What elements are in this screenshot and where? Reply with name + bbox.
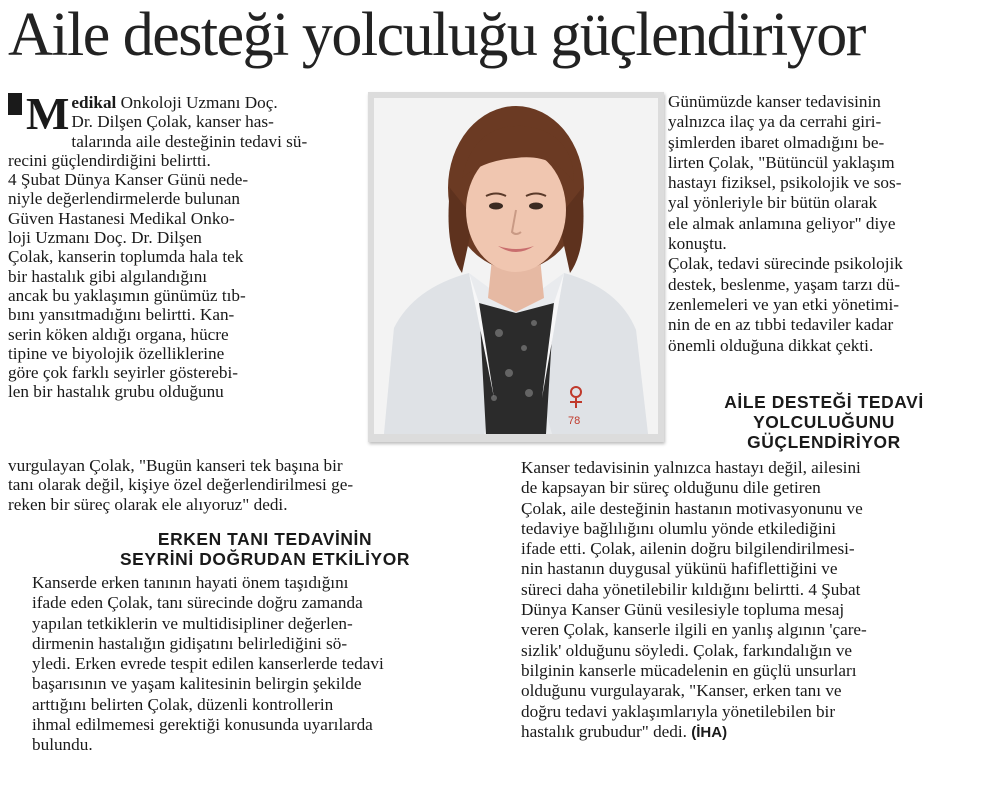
col1-line: Çolak, kanserin toplumda hala tek bbox=[8, 247, 244, 267]
body-line: yapılan tetkiklerin ve multidisipliner değerlen- bbox=[32, 613, 353, 633]
subheading-line: SEYRİNİ DOĞRUDAN ETKİLİYOR bbox=[119, 549, 410, 569]
body-line: dirmenin hastalığın gidişatını belirlediğini sö- bbox=[32, 633, 348, 653]
drop-cap: M bbox=[26, 88, 70, 139]
body-line: yledi. Erken evrede tespit edilen kanserlerde tedavi bbox=[32, 654, 384, 674]
col1-line: talarında aile desteğinin tedavi sü- bbox=[71, 131, 308, 151]
body-line: veren Çolak, kanserle ilgili en yanlış algının 'çare- bbox=[521, 620, 867, 640]
col3-line: destek, beslenme, yaşam tarzı dü- bbox=[668, 274, 900, 294]
col1-line: Güven Hastanesi Medikal Onko- bbox=[8, 208, 235, 228]
body-line: arttığını belirten Çolak, düzenli kontrollerin bbox=[32, 694, 334, 714]
body-line: de kapsayan bir süreç olduğunu dile getiren bbox=[521, 478, 821, 498]
section-family-support-body bbox=[521, 458, 983, 743]
col1-line: göre çok farklı seyirler gösterebi- bbox=[8, 363, 239, 383]
wide-line: reken bir süreç olarak ele alıyoruz" dedi. bbox=[8, 494, 288, 514]
col1-line: bir hastalık gibi algılandığını bbox=[8, 266, 208, 286]
col1-line: bını yansıtmadığını belirtti. Kan- bbox=[8, 305, 235, 325]
body-line: Çolak, aile desteğinin hastanın motivasyonunu ve bbox=[521, 498, 863, 518]
body-line: hastalık grubudur" dedi. bbox=[521, 721, 692, 741]
wide-line: vurgulayan Çolak, "Bugün kanseri tek başına bir bbox=[8, 456, 343, 475]
portrait-photo-frame bbox=[368, 92, 664, 442]
svg-text:78: 78 bbox=[568, 415, 581, 427]
body-line: bilginin kanserle mücadelenin en güçlü unsurları bbox=[521, 660, 857, 680]
portrait-photo bbox=[374, 98, 658, 434]
subheading-line: YOLCULUĞUNU bbox=[753, 412, 895, 432]
body-line: ifade etti. Çolak, ailenin doğru bilgilendirilmesi- bbox=[521, 539, 855, 559]
body-line: Kanserde erken tanının hayati önem taşıdığını bbox=[32, 573, 349, 592]
col3-line: hastayı fiziksel, psikolojik ve sos- bbox=[668, 173, 902, 193]
col3-line: şimlerden ibaret olmadığını be- bbox=[668, 132, 885, 152]
body-line: bulundu. bbox=[32, 735, 93, 755]
col1-line: Onkoloji Uzmanı Doç. bbox=[116, 93, 278, 112]
body-line: doğru tedavi yaklaşımlarıyla yönetilebilen bir bbox=[521, 701, 836, 721]
col1-line: loji Uzmanı Doç. Dr. Dilşen bbox=[8, 228, 202, 248]
subheading-line: AİLE DESTEĞİ TEDAVİ bbox=[724, 392, 924, 412]
col1-line: 4 Şubat Dünya Kanser Günü nede- bbox=[8, 170, 249, 190]
body-line: tedaviye bağlılığını olumlu yönde etkilediğini bbox=[521, 518, 837, 538]
section-early-diagnosis-body bbox=[32, 573, 516, 756]
body-line: başarısının ve yaşam kalitesinin belirgin şekilde bbox=[32, 674, 362, 694]
subheading-line: GÜÇLENDİRİYOR bbox=[747, 432, 901, 452]
subheading-line: ERKEN TANI TEDAVİNİN bbox=[157, 529, 373, 549]
col3-line: ele almak anlamına geliyor" diye bbox=[668, 213, 896, 233]
col3-line: zenlemeleri ve yan etki yönetimi- bbox=[668, 294, 899, 314]
col3-line: lirten Çolak, "Bütüncül yaklaşım bbox=[668, 152, 895, 172]
subheading-early-diagnosis bbox=[30, 529, 500, 569]
column-1-continuation bbox=[8, 456, 522, 514]
section-bullet bbox=[8, 93, 22, 115]
body-line: süreci daha yönetilebilir kıldığını belirtti. 4 Şubat bbox=[521, 579, 861, 599]
column-3 bbox=[668, 92, 968, 356]
news-agency-source: (İHA) bbox=[691, 723, 728, 741]
col3-line: Çolak, tedavi sürecinde psikolojik bbox=[668, 254, 903, 274]
body-line: nin hastanın duygusal yükünü hafiflettiğini ve bbox=[521, 559, 838, 579]
col3-line: konuştu. bbox=[668, 234, 727, 254]
col1-line: len bir hastalık grubu olduğunu bbox=[8, 382, 224, 402]
portrait-illustration bbox=[374, 98, 658, 434]
body-line: Kanser tedavisinin yalnızca hastayı değil, ailesini bbox=[521, 458, 861, 477]
body-line: sizlik' olduğunu söyledi. Çolak, farkındalığın ve bbox=[521, 640, 853, 660]
lead-bold-word: edikal bbox=[71, 93, 117, 112]
body-line: ihmal edilmemesi gerektiği konusunda uyarılarda bbox=[32, 715, 373, 735]
col1-line: serin köken aldığı organa, hücre bbox=[8, 324, 229, 344]
col1-line: recini güçlendirdiğini belirtti. bbox=[8, 150, 211, 170]
body-line: Dünya Kanser Günü vesilesiyle topluma mesaj bbox=[521, 600, 845, 620]
col3-line: yal yönleriyle bir bütün olarak bbox=[668, 193, 878, 213]
col3-line: nin de en az tıbbi tedaviler kadar bbox=[668, 315, 894, 335]
col1-line: niyle değerlendirmelerde bulunan bbox=[8, 189, 240, 209]
col1-line: tipine ve biyolojik özelliklerine bbox=[8, 343, 225, 363]
subheading-family-support bbox=[676, 392, 972, 452]
col1-line: ancak bu yaklaşımın günümüz tıb- bbox=[8, 285, 246, 305]
body-line: ifade eden Çolak, tanı sürecinde doğru zamanda bbox=[32, 593, 363, 613]
col3-line: önemli olduğuna dikkat çekti. bbox=[668, 335, 874, 355]
headline: Aile desteği yolculuğu güçlendiriyor bbox=[8, 1, 865, 69]
col3-line: yalnızca ilaç ya da cerrahi giri- bbox=[668, 112, 882, 132]
column-1 bbox=[8, 88, 358, 402]
body-line: olduğunu vurgulayarak, "Kanser, erken tanı ve bbox=[521, 681, 842, 701]
col1-line: Dr. Dilşen Çolak, kanser has- bbox=[71, 112, 274, 132]
wide-line: tanı olarak değil, kişiye özel değerlendirilmesi ge- bbox=[8, 475, 354, 495]
col3-line: Günümüzde kanser tedavisinin bbox=[668, 92, 881, 111]
